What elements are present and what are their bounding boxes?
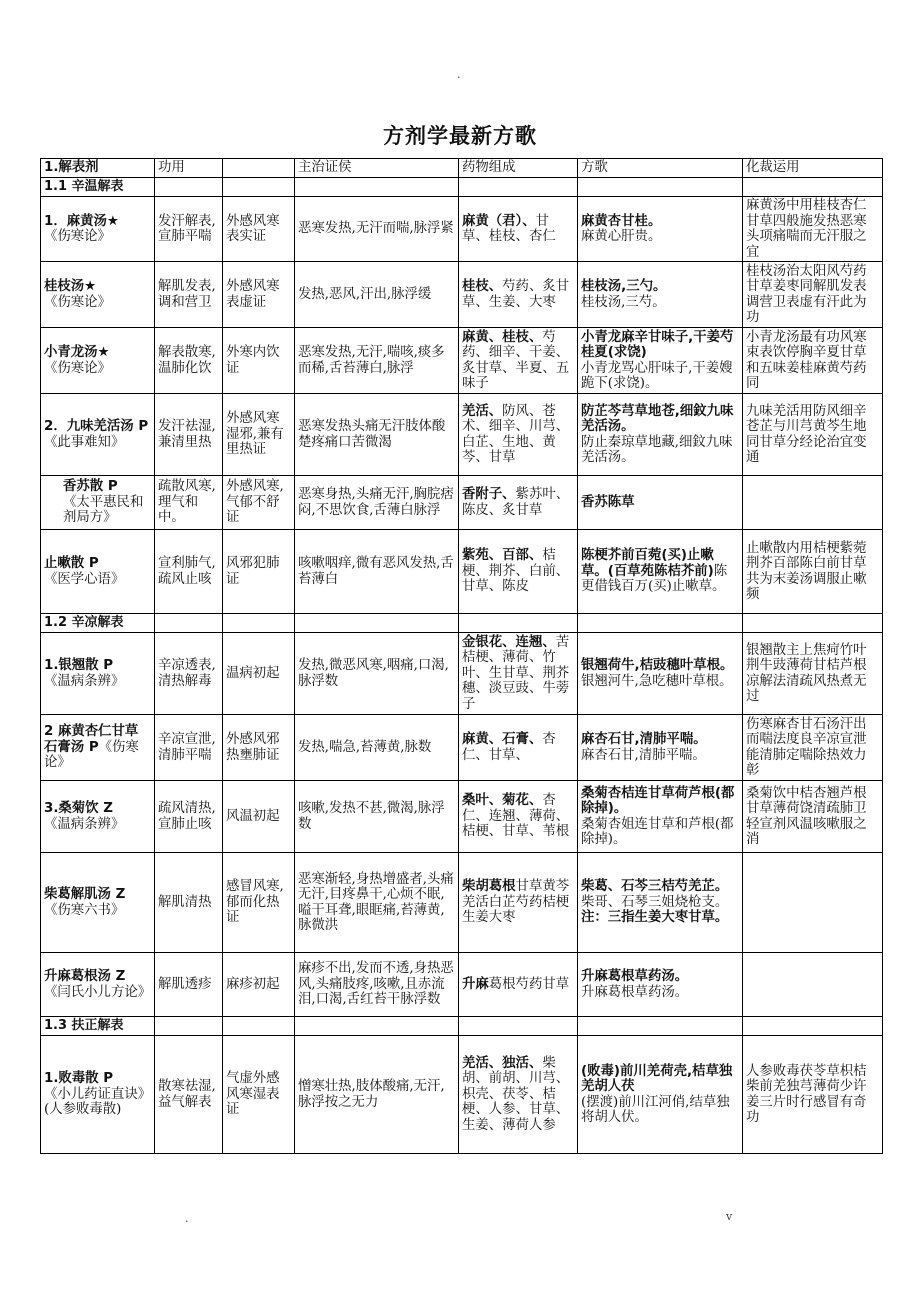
- indication-cell: 发热,喘急,苔薄黄,脉数: [295, 715, 459, 781]
- header-usage: 化裁运用: [743, 159, 883, 178]
- ingredients-main: 香附子、: [462, 487, 516, 502]
- effect-cell: 疏散风寒,理气和中。: [155, 476, 223, 530]
- syndrome-cell: 麻疹初起: [223, 953, 295, 1017]
- formula-name-cell: [41, 530, 155, 614]
- syndrome-cell: 外感风寒表实证: [223, 197, 295, 262]
- song-cell: [578, 328, 743, 394]
- song-note: 注：三指生姜大枣甘草。: [581, 910, 729, 926]
- formula-source: 《伤寒论》: [44, 229, 111, 244]
- song-mnemonic: 陈更借钱百万(买)止嗽草。: [581, 563, 728, 595]
- song-cell: [578, 197, 743, 262]
- effect-cell: 解肌清热: [155, 853, 223, 953]
- effect-cell: 解表散寒,温肺化饮: [155, 328, 223, 394]
- ingredients-main: 升麻: [462, 976, 489, 992]
- ingredients-main: 麻黄（君）、: [462, 213, 536, 229]
- song-mnemonic: 小青龙骂心肝味子,干姜嫂跪下(求饶)。: [581, 360, 733, 391]
- ingredients-cell: [459, 715, 578, 781]
- song-main: 香苏陈草: [581, 494, 635, 510]
- usage-cell: 伤寒麻杏甘石汤汗出而喘法度良辛凉宣泄能清肺定喘除热效力彰: [743, 715, 883, 781]
- song-main: (败毒)前川羌荷壳,桔草独羌胡人茯: [581, 1063, 733, 1094]
- song-mnemonic: 防止秦琼草地藏,细鈫九味羌活汤。: [581, 434, 733, 465]
- usage-cell: 麻黄汤中用桂枝杏仁甘草四般施发热恶寒头项痛喘而无汗服之宜: [743, 197, 883, 262]
- usage-cell: [743, 853, 883, 953]
- table-row: [41, 953, 883, 1017]
- ingredients-main: 桂枝、: [462, 279, 503, 294]
- header-category: 1.解表剂: [41, 159, 155, 178]
- table-row: [41, 853, 883, 953]
- formula-name: 桂枝汤★: [44, 279, 97, 294]
- formula-name-cell: [41, 262, 155, 328]
- song-cell: [578, 853, 743, 953]
- effect-cell: 宣利肺气,疏风止咳: [155, 530, 223, 614]
- formula-name: 香苏散 P: [63, 479, 118, 495]
- indication-cell: 恶寒身热,头痛无汗,胸脘痞闷,不思饮食,舌薄白脉浮: [295, 476, 459, 530]
- syndrome-cell: 外寒内饮证: [223, 328, 295, 394]
- song-cell: [578, 715, 743, 781]
- indication-cell: 恶寒渐轻,身热增盛者,头痛无汗,目疼鼻干,心烦不眠,嗌干耳聋,眼眶痛,苔薄黄,脉微洪: [295, 853, 459, 953]
- indication-cell: 发热,微恶风寒,咽痛,口渴,脉浮数: [295, 633, 459, 715]
- ingredients-cell: [459, 953, 578, 1017]
- ingredients-rest: 甘草、桂枝、杏仁: [462, 213, 556, 244]
- effect-cell: 散寒祛湿,益气解表: [155, 1036, 223, 1154]
- table-row: [41, 715, 883, 781]
- ingredients-main: 柴胡葛根: [462, 879, 516, 895]
- page-title: 方剂学最新方歌: [383, 124, 537, 148]
- syndrome-cell: 外感风寒,气郁不舒证: [223, 476, 295, 530]
- formula-source: 《医学心语》: [44, 571, 125, 587]
- ingredients-rest: 杏仁、甘草、: [462, 732, 556, 763]
- ingredients-cell: [459, 530, 578, 614]
- ingredients-cell: [459, 394, 578, 476]
- formula-name: 1.败毒散 P: [44, 1071, 114, 1087]
- song-cell: [578, 530, 743, 614]
- usage-cell: [743, 476, 883, 530]
- footer-right-mark: v: [726, 1210, 733, 1223]
- usage-cell: 止嗽散内用桔梗紫菀荆芥百部陈白前甘草共为末姜汤调服止嗽频: [743, 530, 883, 614]
- ingredients-cell: [459, 1036, 578, 1154]
- indication-cell: 麻疹不出,发而不透,身热恶风,头痛肢疼,咳嗽,且赤流泪,口渴,舌红苔干脉浮数: [295, 953, 459, 1017]
- ingredients-cell: [459, 853, 578, 953]
- ingredients-cell: [459, 262, 578, 328]
- section-row: [41, 178, 883, 197]
- header-indication: 主治证侯: [295, 159, 459, 178]
- footer-left-mark: .: [185, 1212, 189, 1225]
- song-mnemonic: 桑菊杏姐连甘草和芦根(都除掉)。: [581, 816, 734, 847]
- usage-cell: 人参败毒茯苓草枳桔柴前羌独芎薄荷少许姜三片时行感冒有奇功: [743, 1036, 883, 1154]
- ingredients-rest: 芍药、细辛、干姜、炙甘草、半夏、五味子: [462, 329, 570, 391]
- ingredients-main: 桑叶、菊花、: [462, 793, 543, 809]
- formula-source: 《伤寒论》: [44, 739, 139, 771]
- syndrome-cell: 感冒风寒,郁而化热证: [223, 853, 295, 953]
- ingredients-rest: 杏仁、连翘、薄荷、桔梗、甘草、苇根: [462, 793, 570, 840]
- ingredients-rest: 芍药、炙甘草、生姜、大枣: [462, 279, 570, 310]
- song-main: 桑菊杏桔连甘草荷芦根(都除掉)。: [581, 785, 735, 816]
- ingredients-cell: [459, 328, 578, 394]
- usage-cell: 桑菊饮中桔杏翘芦根甘草薄荷饶清疏肺卫轻宣剂风温咳嗽服之消: [743, 781, 883, 853]
- formula-source: 《此事难知》: [44, 434, 125, 450]
- song-main: 麻杏石甘,清肺平喘。: [581, 732, 707, 747]
- effect-cell: 解肌发表,调和营卫: [155, 262, 223, 328]
- ingredients-rest: 葛根芍药甘草: [488, 976, 570, 992]
- table-row: [41, 633, 883, 715]
- formula-source: 《温病条辨》: [44, 673, 125, 689]
- usage-cell: 九味羌活用防风细辛苍芷与川芎黄芩生地同甘草分经论治宜变通: [743, 394, 883, 476]
- table-row: [41, 781, 883, 853]
- formula-source: 《太平惠民和剂局方》: [63, 494, 144, 526]
- formula-source: 《温病条辨》: [44, 816, 125, 832]
- song-mnemonic: 银翘河牛,急吃穗叶草根。: [581, 673, 733, 689]
- song-cell: [578, 953, 743, 1017]
- song-cell: [578, 1036, 743, 1154]
- syndrome-cell: 风温初起: [223, 781, 295, 853]
- formula-name-cell: [41, 328, 155, 394]
- formula-source: 《伤寒论》: [44, 294, 111, 310]
- ingredients-main: 麻黄、桂枝、: [462, 329, 543, 345]
- section-label: 1.1 辛温解表: [41, 178, 155, 197]
- effect-cell: 疏风清热,宣肺止咳: [155, 781, 223, 853]
- formula-name: 止嗽散 P: [44, 556, 99, 571]
- indication-cell: 憎寒壮热,肢体酸痛,无汗,脉浮按之无力: [295, 1036, 459, 1154]
- formula-name: 3.桑菊饮 Z: [44, 801, 113, 816]
- ingredients-rest: 甘草黄芩羌活白芷芍药桔梗生姜大枣: [462, 879, 570, 926]
- song-cell: [578, 781, 743, 853]
- section-label: 1.2 辛凉解表: [41, 614, 155, 633]
- header-ingredients: 药物组成: [459, 159, 578, 178]
- syndrome-cell: 温病初起: [223, 633, 295, 715]
- formula-source: 《闫氏小儿方论》: [44, 984, 152, 1000]
- song-main: 防芷芩芎草地苍,细鈫九味羌活汤。: [581, 403, 734, 434]
- song-mnemonic: 桂枝汤,三芍。: [581, 294, 666, 310]
- header-song: 方歌: [578, 159, 743, 178]
- table-row: [41, 262, 883, 328]
- song-mnemonic: (摆渡)前川江河俏,结草独将胡人伏。: [581, 1094, 730, 1125]
- indication-cell: 咳嗽咽痒,微有恶风发热,舌苔薄白: [295, 530, 459, 614]
- syndrome-cell: 外感风邪热壅肺证: [223, 715, 295, 781]
- song-main: 小青龙麻辛甘味子,干姜芍桂夏(求饶): [581, 329, 734, 360]
- formula-name-cell: [41, 781, 155, 853]
- indication-cell: 恶寒发热头痛无汗肢体酸楚疼痛口苦微渴: [295, 394, 459, 476]
- indication-cell: 恶寒发热,无汗,喘咳,痰多而稀,舌苔薄白,脉浮: [295, 328, 459, 394]
- song-mnemonic: 升麻葛根草药汤。: [581, 984, 689, 1000]
- effect-cell: 发汗祛湿,兼清里热: [155, 394, 223, 476]
- effect-cell: 辛凉透表,清热解毒: [155, 633, 223, 715]
- table-row: [41, 476, 883, 530]
- effect-cell: 解肌透疹: [155, 953, 223, 1017]
- usage-cell: 小青龙汤最有功风寒束表饮停胸辛夏甘草和五味姜桂麻黄芍药同: [743, 328, 883, 394]
- header-row: [41, 159, 883, 178]
- formula-name-cell: [41, 197, 155, 262]
- formula-name: 小青龙汤★: [44, 345, 110, 360]
- song-cell: [578, 633, 743, 715]
- song-main: 麻黄杏甘桂。: [581, 213, 662, 229]
- song-main: 桂枝汤,三勺。: [581, 279, 667, 294]
- song-main: 升麻葛根草药汤。: [581, 969, 689, 984]
- formula-name-cell: [41, 953, 155, 1017]
- syndrome-cell: 外感风寒湿邪,兼有里热证: [223, 394, 295, 476]
- song-mnemonic: 柴哥、石琴三姐烧枪支。: [581, 894, 729, 910]
- table-row: [41, 394, 883, 476]
- header-effect: 功用: [155, 159, 223, 178]
- section-row: [41, 1017, 883, 1036]
- syndrome-cell: 气虚外感风寒湿表证: [223, 1036, 295, 1154]
- formula-name-cell: [41, 715, 155, 781]
- song-mnemonic: 麻黄心肝贵。: [581, 229, 662, 244]
- table-row: [41, 328, 883, 394]
- ingredients-rest: 桔梗、荆芥、白前、甘草、陈皮: [462, 548, 570, 595]
- ingredients-cell: [459, 476, 578, 530]
- table-row: [41, 530, 883, 614]
- formula-source: 《伤寒论》: [44, 360, 111, 376]
- song-mnemonic: 麻杏石甘,清肺平喘。: [581, 747, 706, 763]
- song-main: 银翘荷牛,桔豉穗叶草根。: [581, 658, 734, 673]
- ingredients-main: 金银花、连翘、: [462, 634, 556, 650]
- ingredients-main: 麻黄、石膏、: [462, 732, 543, 747]
- formula-name-cell: [41, 1036, 155, 1154]
- ingredients-rest: 苦桔梗、薄荷、竹叶、生甘草、荆芥穗、淡豆豉、牛蒡子: [462, 634, 570, 712]
- effect-cell: 发汗解表,宣肺平喘: [155, 197, 223, 262]
- formula-name: 2 麻黄杏仁甘草石膏汤 P: [44, 724, 139, 755]
- ingredients-rest: 柴胡、前胡、川芎、枳壳、茯苓、桔梗、人参、甘草、生姜、薄荷人参: [462, 1055, 570, 1133]
- table-row: [41, 197, 883, 262]
- formula-source: 《伤寒六书》: [44, 902, 125, 918]
- indication-cell: 咳嗽,发热不甚,微渴,脉浮数: [295, 781, 459, 853]
- formula-name: 2．九味羌活汤 P: [44, 419, 149, 434]
- effect-cell: 辛凉宣泄,清肺平喘: [155, 715, 223, 781]
- formula-table: [40, 158, 883, 1154]
- ingredients-cell: [459, 633, 578, 715]
- top-mark: .: [457, 68, 461, 81]
- formula-name: 柴葛解肌汤 Z: [44, 887, 126, 902]
- indication-cell: 恶寒发热,无汗而喘,脉浮紧: [295, 197, 459, 262]
- syndrome-cell: 外感风寒表虚证: [223, 262, 295, 328]
- ingredients-rest: 紫苏叶、陈皮、炙甘草: [462, 487, 570, 518]
- formula-name-cell: [41, 853, 155, 953]
- formula-name-cell: [41, 633, 155, 715]
- usage-cell: 桂枝汤治太阳风芍药甘草姜枣同解肌发表调营卫表虚有汗此为功: [743, 262, 883, 328]
- section-row: [41, 614, 883, 633]
- formula-name: 1.银翘散 P: [44, 658, 114, 673]
- formula-source: 《小儿药证直诀》(人参败毒散): [44, 1086, 145, 1118]
- usage-cell: 银翘散主上焦疴竹叶荆牛豉薄荷甘桔芦根凉解法清疏风热煮无过: [743, 633, 883, 715]
- song-cell: [578, 394, 743, 476]
- formula-name-cell: [41, 476, 155, 530]
- formula-name: 升麻葛根汤 Z: [44, 969, 126, 984]
- song-main: 陈梗芥前百菀(买)止嗽草。(百草苑陈桔芥前): [581, 548, 714, 579]
- ingredients-cell: [459, 197, 578, 262]
- ingredients-main: 羌活、: [462, 403, 503, 419]
- song-main: 柴葛、石芩三桔芍羌芷。: [581, 879, 729, 895]
- ingredients-main: 羌活、独活、: [462, 1055, 543, 1071]
- syndrome-cell: 风邪犯肺证: [223, 530, 295, 614]
- usage-cell: [743, 953, 883, 1017]
- song-cell: [578, 262, 743, 328]
- section-label: 1.3 扶正解表: [41, 1017, 155, 1036]
- header-blank: [223, 159, 295, 178]
- song-cell: [578, 476, 743, 530]
- ingredients-main: 紫苑、百部、: [462, 548, 543, 564]
- indication-cell: 发热,恶风,汗出,脉浮缓: [295, 262, 459, 328]
- ingredients-cell: [459, 781, 578, 853]
- formula-name-cell: [41, 394, 155, 476]
- ingredients-rest: 防风、苍术、细辛、川芎、白芷、生地、黄芩、甘草: [462, 403, 570, 465]
- formula-name: 1．麻黄汤★: [44, 213, 119, 229]
- table-row: [41, 1036, 883, 1154]
